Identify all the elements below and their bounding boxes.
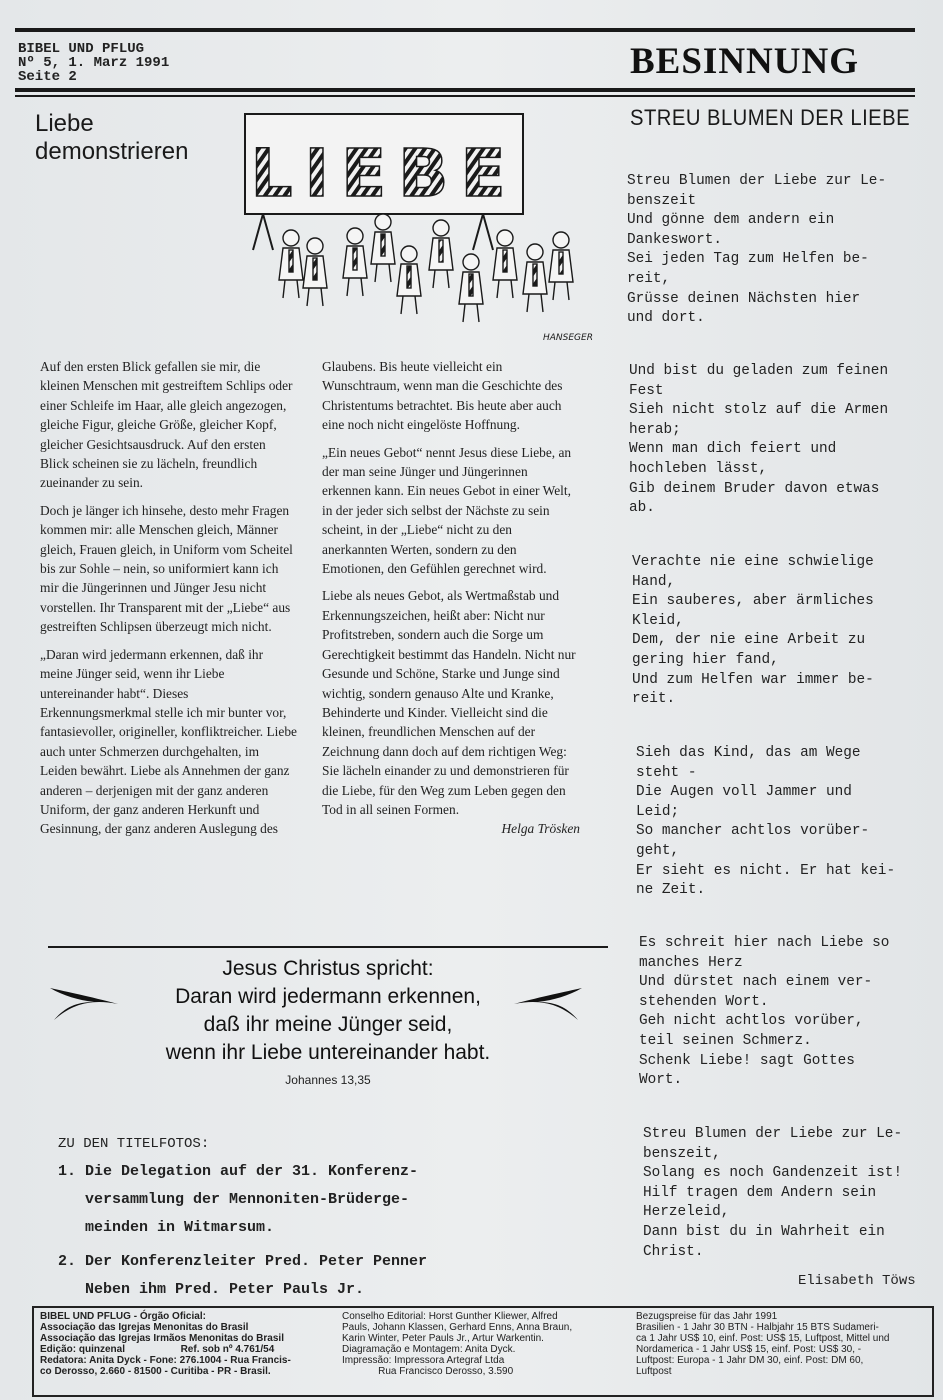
fotos-line: versammlung der Mennoniten-Brüderge- (58, 1191, 410, 1208)
article-title (35, 110, 188, 166)
poem-line: Leid; (636, 803, 680, 820)
banner-text: LIEBE (250, 135, 518, 212)
poem-line: Christ. (643, 1243, 704, 1260)
quote-line: daß ihr meine Jünger seid, (203, 1013, 453, 1036)
liebe-cartoon (243, 112, 593, 344)
issue-number: Nº 5, 1. Marz 1991 (18, 55, 170, 71)
poem-line: geht, (636, 842, 680, 859)
paragraph: Glaubens. Bis heute vielleicht ein Wunschtraum, wenn man die Geschichte des Christentums betrachtet. Bis heute aber auch eine noch nicht eingelöste Hoffnung. (322, 359, 563, 433)
poem-line: Er sieht es nicht. Er hat kei- (636, 862, 896, 879)
poem-line: Sieh das Kind, das am Wege (636, 745, 861, 761)
title-photos-note (58, 1130, 427, 1304)
poem-line: Hilf tragen dem Andern sein (643, 1184, 877, 1201)
poem-line: Kleid, (632, 612, 684, 629)
impressum-line: Brasilien - 1 Jahr 30 BTN - Halbjahr 15 BTS Sudameri- (636, 1322, 879, 1333)
poem-line: Und zum Helfen war immer be- (632, 671, 874, 688)
article-column-2 (322, 357, 580, 839)
quote-line: Daran wird jedermann erkennen, (175, 985, 481, 1008)
poem-line: Gib deinem Bruder davon etwas (629, 480, 880, 497)
poem-line: Verachte nie eine schwielige (632, 554, 874, 570)
impressum-line: Nordamerica - 1 Jahr US$ 15, einf. Post: US$ 30, - (636, 1344, 862, 1355)
cartoon-signature: HANSEGER (543, 333, 593, 343)
poem-line: Und dürstet nach einem ver- (639, 974, 873, 991)
impressum-line: BIBEL UND PFLUG - Órgão Oficial: (40, 1311, 206, 1322)
poem-line: Streu Blumen der Liebe zur Le- (643, 1126, 903, 1142)
poem-line: benszeit, (643, 1145, 721, 1162)
impressum-line: Edição: quinzenal Ref. sob nº 4.761/54 (40, 1344, 275, 1355)
poem-line: Schenk Liebe! sagt Gottes (639, 1052, 855, 1069)
impressum-line: Pauls, Johann Klassen, Gerhard Enns, Anna Braun, (342, 1322, 573, 1333)
paragraph: Doch je länger ich hinsehe, desto mehr Fragen kommen mir: alle Menschen gleich, Männer gleich, Frauen gleich, in Uniform vom Scheitel bis zur Sohle – nein, so uniformiert kann ich mir die Jüngerinnen und Jünger Jesu nicht vorstellen. Ihr Transparent mit der „Liebe“ aus gestreiften Schlipsen überzeugt mich nicht. (40, 502, 293, 635)
quote-reference: Johannes 13,35 (285, 1073, 371, 1087)
impressum-box (32, 1306, 934, 1397)
masthead-rule-thick (15, 88, 915, 92)
impressum-line: Conselho Editorial: Horst Gunther Kliewer, Alfred (342, 1311, 558, 1322)
poem-line: Fest (629, 382, 664, 399)
poem-line: Grüsse deinen Nächsten hier (627, 290, 861, 307)
fotos-line: Neben ihm Pred. Peter Pauls Jr. (58, 1281, 365, 1298)
impressum-line: Associação das Igrejas Menonitas do Brasil (40, 1322, 249, 1333)
poem-stanza (636, 744, 895, 901)
impressum-line: Karin Winter, Peter Pauls Jr., Artur Warkentin. (342, 1333, 544, 1344)
poem-line: Ein sauberes, aber ärmliches (632, 593, 874, 610)
poem-line: Sieh nicht stolz auf die Armen (629, 402, 889, 419)
poem-line: Und bist du geladen zum feinen (629, 363, 889, 379)
poem-line: Und gönne dem andern ein (627, 212, 835, 229)
poem-stanza (632, 553, 874, 710)
poem-line: manches Herz (639, 954, 743, 971)
poem-line: und dort. (627, 310, 705, 327)
impressum-line: Bezugspreise für das Jahr 1991 (636, 1311, 778, 1322)
poem-line: stehenden Wort. (639, 993, 769, 1010)
poem-line: Wenn man dich feiert und (629, 441, 837, 458)
poem-line: Es schreit hier nach Liebe so (639, 935, 890, 951)
page-number: Seite 2 (18, 69, 77, 85)
poem-line: ne Zeit. (636, 882, 706, 899)
article-author: Helga Trösken (501, 821, 580, 837)
poem-stanza (643, 1125, 902, 1262)
poem-line: teil seinen Schmerz. (639, 1032, 812, 1049)
poem-line: Dann bist du in Wahrheit ein (643, 1223, 885, 1240)
quote-line: wenn ihr Liebe untereinander habt. (165, 1041, 491, 1064)
fotos-line: 2. Der Konferenzleiter Pred. Peter Penner (58, 1253, 428, 1270)
poem-line: Die Augen voll Jammer und (636, 784, 852, 801)
quote-line: Jesus Christus spricht: (222, 957, 434, 980)
impressum-line: co Derosso, 2.660 - 81500 - Curitiba - PR - Brasil. (40, 1366, 271, 1377)
impressum-col-1 (40, 1311, 291, 1377)
paragraph: Liebe als neues Gebot, als Wertmaßstab und Erkennungszeichen, heißt aber: Nicht nur Profitstreben, sondern auch die Sorge um Gerechtigkeit bestimmt das Handeln. Nicht nur Gesunde und Schöne, Starke und Junge sind wichtig, sondern genauso Alte und Kranke, Behinderte und Kinder. Vielleicht sind die kleinen, freundlichen Menschen auf der Zeichnung dann doch auf dem richtigen Weg: Sie lächeln einander zu und demonstrieren für die Liebe, für den Weg zum Leben gegen den Tod in all seinen Formen. (322, 588, 576, 817)
impressum-line: Luftpost (636, 1366, 672, 1377)
section-title: BESINNUNG (630, 41, 859, 82)
poem-line: Hand, (632, 573, 676, 590)
poem-line: hochleben lässt, (629, 460, 768, 477)
poem-line: herab; (629, 421, 681, 438)
little-people (279, 214, 573, 322)
poem-line: steht - (636, 764, 697, 781)
poem-author: Elisabeth Töws (798, 1273, 916, 1289)
publication-name: BIBEL UND PFLUG (18, 41, 145, 57)
paragraph: „Daran wird jedermann erkennen, daß ihr meine Jünger seid, wenn ihr Liebe untereinander habt“. Dieses Erkennungsmerkmal stelle ich mir bunter vor, fantasievoller, origineller, konfliktreicher. Liebe auch unter Schmerzen durchgehalten, im Leiden bewährt. Liebe als Annehmen der ganz anderen – derjenigen mit der ganz anderen Uniform, der ganz anderen Herkunft und Gesinnung, der ganz anderen Auslegung des (40, 646, 297, 837)
top-rule (15, 28, 915, 32)
masthead-rule-thin (15, 95, 915, 97)
impressum-line: Diagramação e Montagem: Anita Dyck. (342, 1344, 516, 1355)
masthead-info (18, 42, 169, 84)
poem-line: ab. (629, 500, 655, 517)
article-column-1 (40, 357, 297, 847)
poem-line: Streu Blumen der Liebe zur Le- (627, 173, 887, 189)
poem-line: Geh nicht achtlos vorüber, (639, 1013, 864, 1030)
poem-line: Solang es noch Gandenzeit ist! (643, 1165, 903, 1182)
impressum-line: Associação das Igrejas Irmãos Menonitas do Brasil (40, 1333, 284, 1344)
leaf-ornament-left (48, 984, 120, 1024)
impressum-line: Redatora: Anita Dyck - Fone: 276.1004 - Rua Francis- (40, 1355, 291, 1366)
article-title-line: demonstrieren (35, 138, 189, 165)
paragraph: Auf den ersten Blick gefallen sie mir, die kleinen Menschen mit gestreiftem Schlips oder einer Schleife im Haar, alle gleich angezogen, gleiche Figur, gleiche Größe, gleicher Kopf, gleicher Gesichtsausdruck. Auf den ersten Blick scheinen sie zu lächeln, freundlich zueinander zu sein. (40, 359, 293, 491)
poem-title: STREU BLUMEN DER LIEBE (630, 105, 911, 130)
poem-line: reit. (632, 691, 676, 708)
impressum-line: Impressão: Impressora Artegraf Ltda (342, 1355, 505, 1366)
impressum-col-3 (636, 1311, 889, 1377)
poem-line: Dem, der nie eine Arbeit zu (632, 632, 866, 649)
fotos-heading: ZU DEN TITELFOTOS: (58, 1136, 210, 1152)
paragraph: „Ein neues Gebot“ nennt Jesus diese Liebe, an der man seine Jünger und Jüngerinnen erkennen kann. Ein neues Gebot in einer Welt, in der jeder sich selbst der Nächste zu sein scheint, in der „Liebe“ nicht zu den anerkannten Werten, sondern zu den Emotionen, den Gefühlen gerechnet wird. (322, 444, 572, 577)
poem-line: benszeit (627, 192, 697, 209)
poem-line: reit, (627, 270, 671, 287)
poem-line: Wort. (639, 1072, 683, 1089)
fotos-line: meinden in Witmarsum. (58, 1219, 275, 1236)
impressum-line: ca 1 Jahr US$ 10, einf. Post: US$ 15, Luftpost, Mittel und (636, 1333, 890, 1344)
poem-line: Dankeswort. (627, 231, 722, 248)
poem-line: Sei jeden Tag zum Helfen be- (627, 251, 869, 268)
impressum-col-2 (342, 1311, 572, 1377)
poem-stanza (629, 362, 888, 519)
article-title-line: Liebe (35, 110, 94, 137)
poem-stanza (639, 934, 889, 1091)
poem-line: Herzeleid, (643, 1204, 730, 1221)
impressum-line: Luftpost: Europa - 1 Jahr DM 30, einf. Post: DM 60, (636, 1355, 864, 1366)
poem-line: So mancher achtlos vorüber- (636, 823, 870, 840)
fotos-line: 1. Die Delegation auf der 31. Konferenz- (58, 1163, 419, 1180)
poem-line: gering hier fand, (632, 651, 779, 668)
impressum-line: Rua Francisco Derosso, 3.590 (342, 1366, 514, 1377)
poem-stanza (627, 172, 886, 329)
leaf-ornament-right (512, 984, 584, 1024)
